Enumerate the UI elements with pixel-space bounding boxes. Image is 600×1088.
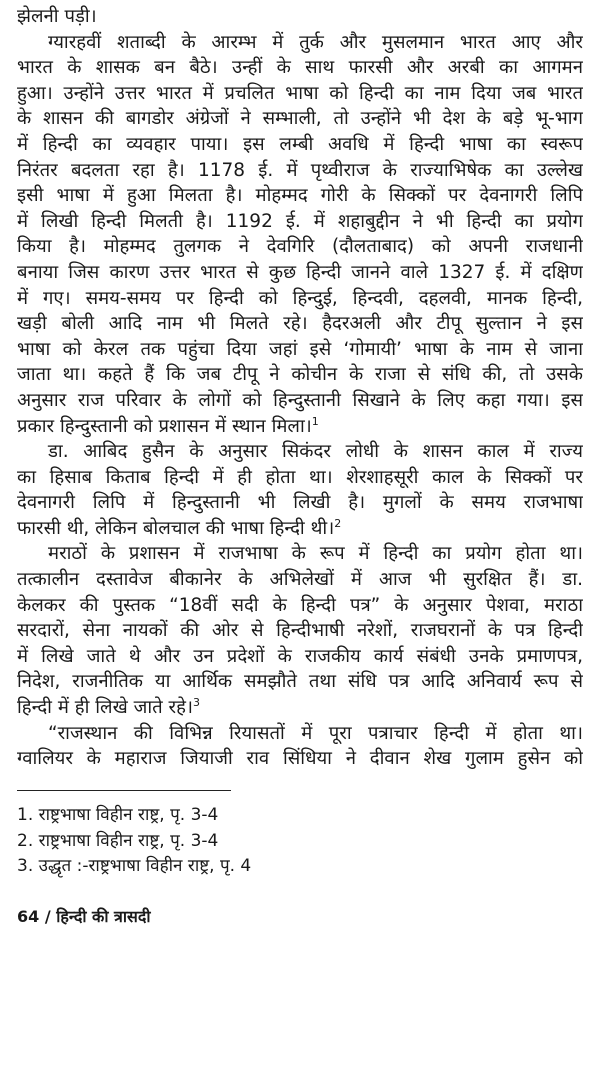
- line-text: में लिखे जाते थे और उन प्रदेशों के राजकीय कार्य संबंधी उनके प्रमाणपत्र,: [17, 645, 583, 667]
- line-text: मराठों के प्रशासन में राजभाषा के रूप में हिन्दी का प्रयोग होता था।: [48, 543, 583, 565]
- text-line: [17, 669, 583, 695]
- text-line: [17, 81, 583, 107]
- line-text: फारसी थी, लेकिन बोलचाल की भाषा हिन्दी थी।: [17, 517, 335, 539]
- line-text: सरदारों, सेना नायकों की ओर से हिन्दीभाषी नरेशों, राजघरानों के पत्र हिन्दी: [17, 620, 583, 642]
- line-text: ग्वालियर के महाराज जियाजी राव सिंधिया ने दीवान शेख गुलाम हुसेन को: [17, 748, 583, 770]
- text-line: [17, 106, 583, 132]
- text-line: [17, 541, 583, 567]
- footnote: 2. राष्ट्रभाषा विहीन राष्ट्र, पृ. 3-4: [17, 830, 219, 851]
- text-line: [17, 260, 583, 286]
- text-line: [17, 593, 583, 619]
- line-text: में गए। समय-समय पर हिन्दी को हिन्दुई, हिन्दवी, दहलवी, मानक हिन्दी,: [17, 287, 583, 309]
- text-line: [17, 55, 583, 81]
- line-text: “राजस्थान की विभिन्न रियासतों में पूरा पत्राचार हिन्दी में होता था।: [48, 722, 583, 744]
- text-line: [17, 695, 583, 721]
- line-text: प्रकार हिन्दुस्तानी को प्रशासन में स्थान मिला।: [17, 415, 312, 437]
- line-text: इसी भाषा में हुआ मिलता है। मोहम्मद गोरी के सिक्कों पर देवनागरी लिपि: [17, 185, 583, 207]
- line-text: निरंतर बदलता रहा है। 1178 ई. में पृथ्वीराज के राज्याभिषेक का उल्लेख: [17, 159, 583, 181]
- body-text: [17, 4, 583, 772]
- footnote-ref: 2: [334, 516, 342, 530]
- text-line: [17, 337, 583, 363]
- text-line: [17, 465, 583, 491]
- text-line: [17, 746, 583, 772]
- text-line: [17, 490, 583, 516]
- line-text: देवनागरी लिपि में हिन्दुस्तानी भी लिखी है। मुगलों के समय राजभाषा: [17, 492, 583, 514]
- text-line: [17, 644, 583, 670]
- text-line: [17, 414, 583, 440]
- text-line: [17, 439, 583, 465]
- text-line: [17, 567, 583, 593]
- page-footer: 64 / हिन्दी की त्रासदी: [17, 907, 151, 926]
- line-text: डा. आबिद हुसैन के अनुसार सिकंदर लोधी के शासन काल में राज्य: [48, 441, 583, 463]
- text-line: [17, 286, 583, 312]
- text-line: [17, 234, 583, 260]
- text-line: [17, 132, 583, 158]
- footnotes: [17, 803, 251, 880]
- text-line: [17, 183, 583, 209]
- text-line: [17, 30, 583, 56]
- footnote: 1. राष्ट्रभाषा विहीन राष्ट्र, पृ. 3-4: [17, 805, 219, 825]
- footnote-ref: 1: [311, 414, 319, 428]
- line-text: का हिसाब किताब हिन्दी में ही होता था। शेरशाहसूरी काल के सिक्कों पर: [17, 466, 583, 488]
- line-text: हिन्दी में ही लिखे जाते रहे।: [17, 697, 193, 719]
- line-text: बनाया जिस कारण उत्तर भारत से कुछ हिन्दी जानने वाले 1327 ई. में दक्षिण: [17, 261, 583, 283]
- line-text: खड़ी बोली आदि नाम भी मिलते रहे। हैदरअली और टीपू सुल्तान ने इस: [17, 313, 583, 335]
- line-text: में लिखी हिन्दी मिलती है। 1192 ई. में शहाबुद्दीन ने भी हिन्दी का प्रयोग: [17, 210, 583, 232]
- line-text: निदेश, राजनीतिक या आर्थिक समझौते तथा संधि पत्र आदि अनिवार्य रूप से: [17, 671, 583, 693]
- footnote-divider: [17, 790, 231, 791]
- line-text: में हिन्दी का व्यवहार पाया। इस लम्बी अवधि में हिन्दी भाषा का स्वरूप: [17, 133, 583, 155]
- line-text: हुआ। उन्होंने उत्तर भारत में प्रचलित भाषा को हिन्दी का नाम दिया जब भारत: [17, 82, 583, 104]
- line-text: किया है। मोहम्मद तुलगक ने देवगिरि (दौलताबाद) को अपनी राजधानी: [17, 236, 583, 258]
- line-text: तत्कालीन दस्तावेज बीकानेर के अभिलेखों में आज भी सुरक्षित हैं। डा.: [17, 569, 583, 591]
- line-text: के शासन की बागडोर अंग्रेजों ने सम्भाली, तो उन्होंने भी देश के बड़े भू-भाग: [17, 108, 583, 130]
- line-text: भारत के शासक बन बैठे। उन्हीं के साथ फारसी और अरबी का आगमन: [17, 57, 583, 79]
- text-line: [17, 388, 583, 414]
- line-text: ग्यारहवीं शताब्दी के आरम्भ में तुर्क और मुसलमान भारत आए और: [48, 31, 583, 53]
- text-line: [17, 618, 583, 644]
- text-line: [17, 362, 583, 388]
- line-text: जाता था। कहते हैं कि जब टीपू ने कोचीन के राजा से संधि की, तो उसके: [17, 364, 583, 386]
- text-line: [17, 516, 583, 542]
- line-text: झेलनी पड़ी।: [17, 6, 97, 27]
- text-line: [17, 209, 583, 235]
- line-text: भाषा को केरल तक पहुंचा दिया जहां इसे ‘गोमायी’ भाषा के नाम से जाना: [17, 338, 583, 360]
- footnote-ref: 3: [192, 695, 200, 709]
- text-line: [17, 158, 583, 184]
- text-line: [17, 4, 583, 30]
- line-text: अनुसार राज परिवार के लोगों को हिन्दुस्तानी सिखाने के लिए कहा गया। इस: [17, 389, 583, 411]
- text-line: [17, 721, 583, 747]
- text-line: [17, 311, 583, 337]
- line-text: केलकर की पुस्तक “18वीं सदी के हिन्दी पत्र” के अनुसार पेशवा, मराठा: [17, 594, 583, 616]
- footnote: 3. उद्धृत :-राष्ट्रभाषा विहीन राष्ट्र, पृ. 4: [17, 856, 252, 876]
